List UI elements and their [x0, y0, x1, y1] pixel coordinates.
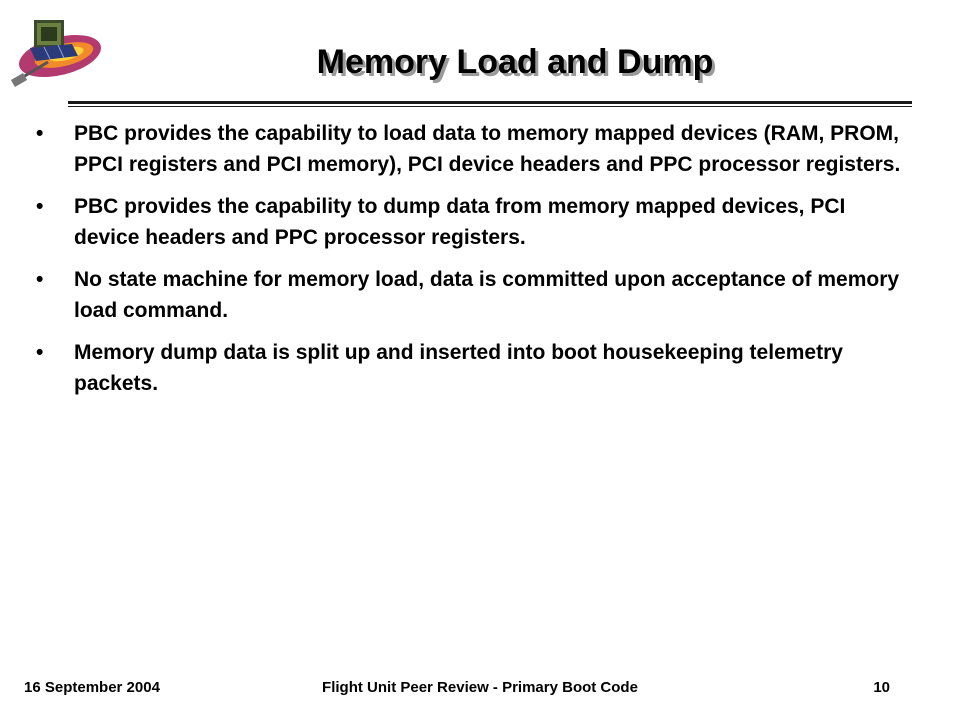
- footer-presentation-title: Flight Unit Peer Review - Primary Boot Code: [322, 679, 638, 696]
- bullet-item: [36, 337, 916, 399]
- bullet-text: No state machine for memory load, data is committed upon acceptance of memory load command.: [74, 268, 900, 322]
- bullet-marker: •: [36, 195, 44, 218]
- title-divider: [68, 101, 912, 107]
- title-divider-thin-line: [68, 106, 912, 107]
- bullet-text: PBC provides the capability to dump data from memory mapped devices, PCI device headers and PPC processor registers.: [74, 195, 846, 249]
- satellite-mission-logo-icon: [8, 14, 108, 90]
- footer-date: 16 September 2004: [24, 679, 160, 696]
- bullet-marker: •: [36, 122, 44, 145]
- bullet-text: PBC provides the capability to load data to memory mapped devices (RAM, PROM, PPCI registers and PCI memory), PCI device headers and PPC processor registers.: [74, 122, 901, 176]
- bullet-item: [36, 191, 916, 253]
- footer-page-number: 10: [873, 679, 890, 696]
- bullet-text: Memory dump data is split up and inserted into boot housekeeping telemetry packets.: [74, 341, 843, 395]
- title-divider-thick-line: [68, 101, 912, 104]
- slide-title: Memory Load and Dump: [316, 43, 714, 81]
- bullet-marker: •: [36, 341, 44, 364]
- bullet-list: [36, 118, 916, 410]
- bullet-marker: •: [36, 268, 44, 291]
- bullet-item: [36, 264, 916, 326]
- bullet-item: [36, 118, 916, 180]
